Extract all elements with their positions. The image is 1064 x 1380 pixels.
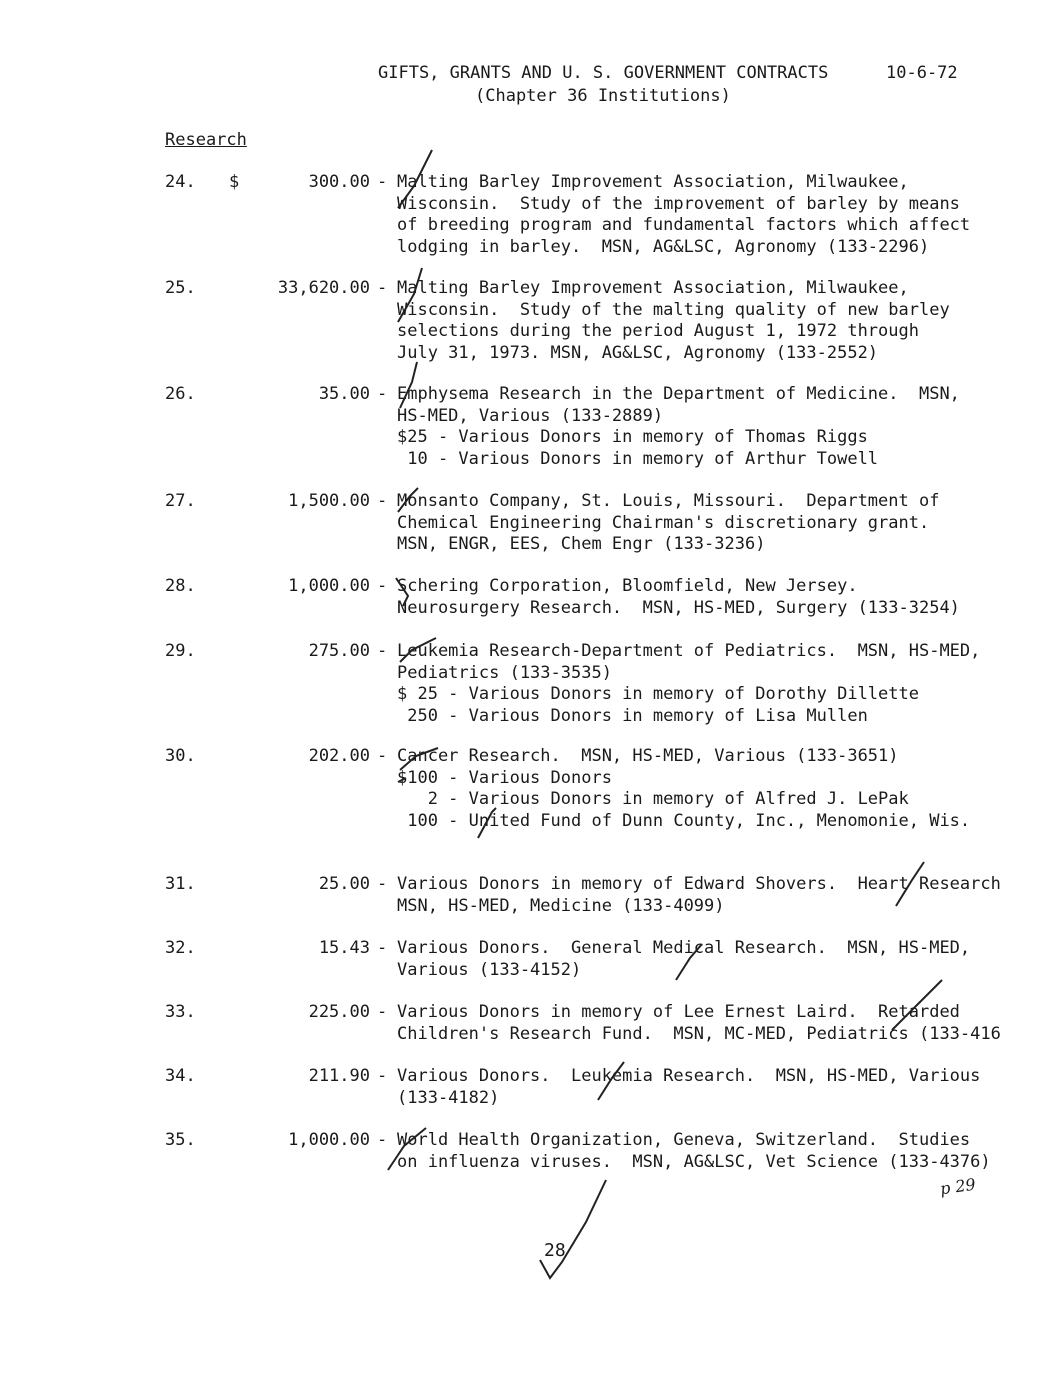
entry-separator: -	[377, 641, 388, 661]
entry-number: 32.	[165, 938, 196, 958]
entry-number: 24.	[165, 172, 196, 192]
entry-line: 2 - Various Donors in memory of Alfred J. LePak	[397, 789, 909, 809]
entry-separator: -	[377, 938, 388, 958]
entry-description	[397, 746, 1037, 832]
entry-separator: -	[377, 1066, 388, 1086]
entry-line: Chemical Engineering Chairman's discretionary grant.	[397, 512, 930, 533]
document-title: GIFTS, GRANTS AND U. S. GOVERNMENT CONTRACTS	[378, 63, 829, 83]
large-checkmark	[540, 1180, 606, 1278]
entry-number: 29.	[165, 641, 196, 661]
entry-line: Malting Barley Improvement Association, Milwaukee,	[397, 278, 909, 298]
entry-line: Neurosurgery Research. MSN, HS-MED, Surgery (133-3254)	[397, 597, 960, 618]
entry-description	[397, 172, 1037, 258]
entry-separator: -	[377, 1130, 388, 1150]
entry-line: (133-4182)	[397, 1087, 500, 1108]
entry-amount: 1,000.00	[288, 576, 370, 596]
entry-number: 33.	[165, 1002, 196, 1022]
entry-line: MSN, HS-MED, Medicine (133-4099)	[397, 895, 725, 916]
entry-line: $100 - Various Donors	[397, 767, 612, 788]
entry-line: of breeding program and fundamental factors which affect	[397, 215, 971, 235]
entry-line: Various Donors in memory of Edward Shovers. Heart Research	[397, 874, 1001, 894]
entry-line: $ 25 - Various Donors in memory of Dorothy Dillette	[397, 684, 919, 704]
entry-amount: 35.00	[318, 384, 370, 404]
entry-amount: 275.00	[308, 641, 370, 661]
entry-separator: -	[377, 384, 388, 404]
entry-description	[397, 938, 1037, 981]
entry-line: Malting Barley Improvement Association, Milwaukee,	[397, 172, 909, 192]
entry-number: 28.	[165, 576, 196, 596]
entry-line: Various Donors in memory of Lee Ernest Laird. Retarded	[397, 1002, 960, 1022]
entry-line: Leukemia Research-Department of Pediatrics. MSN, HS-MED,	[397, 641, 981, 661]
entry-description	[397, 384, 1037, 470]
entry-line: HS-MED, Various (133-2889)	[397, 405, 664, 426]
entry-line: Pediatrics (133-3535)	[397, 662, 612, 683]
entry-separator: -	[377, 278, 388, 298]
entry-line: 250 - Various Donors in memory of Lisa Mullen	[397, 705, 868, 726]
page-number: 28	[544, 1240, 566, 1261]
entry-amount: 225.00	[308, 1002, 370, 1022]
entry-amount: 1,000.00	[288, 1130, 370, 1150]
entry-amount: 211.90	[308, 1066, 370, 1086]
entry-number: 27.	[165, 491, 196, 511]
entry-line: $25 - Various Donors in memory of Thomas Riggs	[397, 427, 868, 447]
entry-line: Wisconsin. Study of the malting quality of new barley	[397, 299, 950, 320]
entry-line: on influenza viruses. MSN, AG&LSC, Vet Science (133-4376)	[397, 1151, 991, 1172]
entry-number: 25.	[165, 278, 196, 298]
entry-line: Wisconsin. Study of the improvement of barley by means	[397, 193, 960, 214]
entry-line: 10 - Various Donors in memory of Arthur Towell	[397, 448, 879, 469]
entry-separator: -	[377, 874, 388, 894]
entry-description	[397, 1002, 1037, 1045]
entry-line: Monsanto Company, St. Louis, Missouri. Department of	[397, 491, 940, 511]
entry-separator: -	[377, 491, 388, 511]
entry-number: 26.	[165, 384, 196, 404]
entry-line: World Health Organization, Geneva, Switzerland. Studies	[397, 1130, 971, 1150]
entry-description	[397, 1066, 1037, 1109]
entry-description	[397, 641, 1037, 727]
entry-line: MSN, ENGR, EES, Chem Engr (133-3236)	[397, 534, 766, 554]
entry-amount: 33,620.00	[277, 278, 370, 298]
document-date: 10-6-72	[886, 63, 958, 83]
entry-line: July 31, 1973. MSN, AG&LSC, Agronomy (133-2552)	[397, 342, 879, 363]
entry-line: Schering Corporation, Bloomfield, New Jersey.	[397, 576, 858, 596]
entry-line: Emphysema Research in the Department of Medicine. MSN,	[397, 384, 960, 404]
entry-line: selections during the period August 1, 1972 through	[397, 321, 919, 341]
entry-separator: -	[377, 172, 388, 192]
entry-amount: 25.00	[318, 874, 370, 894]
entry-line: lodging in barley. MSN, AG&LSC, Agronomy (133-2296)	[397, 236, 930, 257]
entry-description	[397, 874, 1037, 917]
entry-number: 34.	[165, 1066, 196, 1086]
entry-number: 35.	[165, 1130, 196, 1150]
entry-amount: 15.43	[318, 938, 370, 958]
section-heading: Research	[165, 130, 247, 150]
entry-description	[397, 576, 1037, 619]
entry-line: 100 - United Fund of Dunn County, Inc., Menomonie, Wis.	[397, 810, 971, 831]
entry-amount: 1,500.00	[288, 491, 370, 511]
entry-number: 30.	[165, 746, 196, 766]
entry-number: 31.	[165, 874, 196, 894]
entry-amount: 300.00	[308, 172, 370, 192]
entry-description	[397, 1130, 1037, 1173]
entry-description	[397, 278, 1037, 364]
currency-symbol: $	[229, 172, 240, 192]
entry-line: Various Donors. General Medical Research. MSN, HS-MED,	[397, 938, 971, 958]
entry-separator: -	[377, 746, 388, 766]
entry-line: Various Donors. Leukemia Research. MSN, HS-MED, Various	[397, 1066, 981, 1086]
entry-separator: -	[377, 576, 388, 596]
entry-separator: -	[377, 1002, 388, 1022]
entry-line: Cancer Research. MSN, HS-MED, Various (133-3651)	[397, 746, 899, 766]
entry-amount: 202.00	[308, 746, 370, 766]
entry-line: Children's Research Fund. MSN, MC-MED, Pediatrics (133-416	[397, 1023, 1001, 1044]
entry-line: Various (133-4152)	[397, 959, 582, 980]
entry-description	[397, 491, 1037, 556]
handwritten-note: p 29	[938, 1174, 977, 1199]
document-subtitle: (Chapter 36 Institutions)	[475, 86, 731, 106]
